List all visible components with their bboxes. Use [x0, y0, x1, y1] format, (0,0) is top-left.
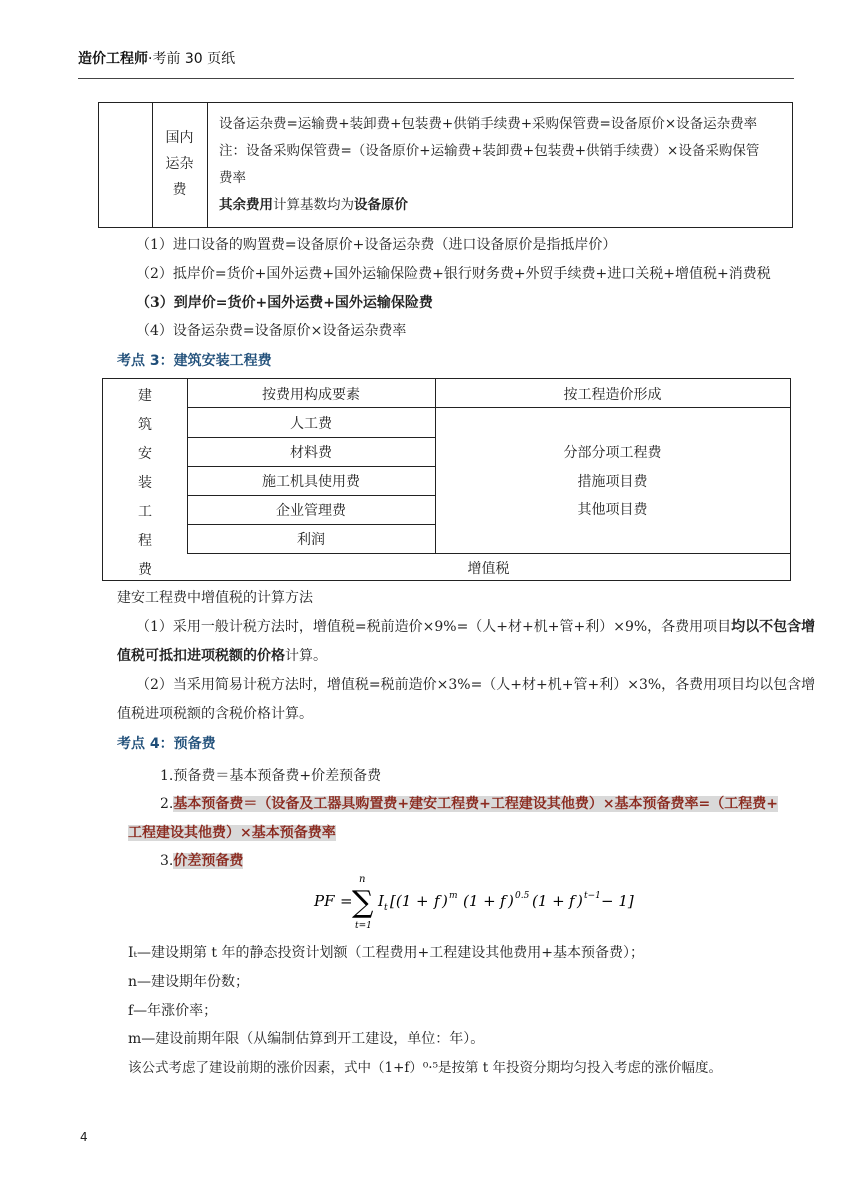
page-number: 4: [80, 1130, 88, 1144]
text: （1）采用一般计税方法时，增值税=税前造价×9%=（人+材+机+管+利）×9%，各费用项目: [136, 619, 732, 635]
vat-para2-line1: （2）当采用简易计税方法时，增值税=税前造价×3%=（人+材+机+管+利）×3%，各费用项目均以包含增: [136, 677, 816, 693]
svg-text:∑: ∑: [352, 885, 374, 920]
svg-text:=: =: [340, 892, 353, 910]
reserve-item-2-cont: [128, 822, 336, 842]
svg-text:): ): [508, 892, 514, 910]
grid-line: [435, 379, 436, 553]
cost-element: 材料费: [290, 445, 332, 461]
section-heading: 考点 3：建筑安装工程费: [117, 353, 272, 369]
cost-element: 人工费: [290, 416, 332, 432]
grid-line: [187, 466, 435, 467]
vat-para1-line1: [136, 616, 815, 636]
label-char: 工: [138, 504, 152, 520]
definition-line: m—建设前期年限（从编制估算到开工建设，单位：年）。: [128, 1031, 485, 1047]
header-cell: 按费用构成要素: [262, 387, 360, 403]
label-line: 运杂: [165, 156, 194, 172]
label-char: 安: [138, 446, 152, 462]
grid-line: [187, 553, 790, 554]
svg-text:PF: PF: [314, 892, 335, 910]
header-cell: 按工程造价形成: [563, 387, 662, 403]
construction-cost-table: [102, 378, 791, 581]
table1-empty-cell: [99, 103, 153, 227]
vat-para1-line2: [117, 645, 327, 665]
list-item: （4）设备运杂费=设备原价×设备运杂费率: [136, 323, 407, 339]
svg-text:(1 +: (1 +: [463, 892, 496, 910]
vertical-label: [103, 382, 187, 585]
svg-text:): ): [442, 892, 448, 910]
cost-formation: 分部分项工程费: [563, 445, 662, 461]
svg-text:0.5: 0.5: [515, 891, 530, 901]
header-title: 造价工程师: [78, 51, 148, 67]
svg-text:m: m: [449, 891, 458, 901]
vat-title: 建安工程费中增值税的计算方法: [117, 590, 313, 606]
price-reserve-formula: [312, 872, 634, 936]
table1-line: 费率: [219, 170, 246, 186]
header-rule: [78, 78, 794, 79]
label-line: 国内: [165, 130, 194, 146]
page-header: 造价工程师·考前 30 页纸: [78, 51, 236, 67]
definition-line: n—建设期年份数；: [128, 974, 250, 990]
bold-text: 均以不包含增: [731, 619, 816, 635]
table1-line: [219, 192, 789, 219]
svg-text:− 1]: − 1]: [601, 892, 634, 910]
grid-line: [187, 495, 435, 496]
table-footer: 增值税: [467, 561, 510, 577]
grid-line: [187, 407, 790, 408]
cost-element: 企业管理费: [276, 503, 346, 519]
svg-text:): ): [577, 892, 583, 910]
bold-text: 设备原价: [354, 197, 408, 213]
svg-text:t−1: t−1: [584, 891, 601, 901]
definition-line: 该公式考虑了建设前期的涨价因素，式中（1+f）⁰·⁵是按第 t 年投资分期均匀投入考虑的涨价幅度。: [128, 1060, 723, 1076]
list-item: （2）抵岸价=货价+国外运费+国外运输保险费+银行财务费+外贸手续费+进口关税+增值税+消费税: [136, 266, 771, 282]
svg-text:[(1 +: [(1 +: [390, 892, 429, 910]
svg-text:t=1: t=1: [355, 921, 372, 931]
svg-text:(1 +: (1 +: [532, 892, 565, 910]
formula-svg: [312, 872, 634, 932]
label-char: 费: [138, 562, 152, 578]
highlighted-text: 工程建设其他费）×基本预备费率: [128, 825, 336, 841]
cost-element: 施工机具使用费: [262, 474, 360, 490]
highlighted-text: 基本预备费＝（设备及工器具购置费+建安工程费+工程建设其他费）×基本预备费率=（工程费+: [173, 796, 779, 812]
grid-line: [187, 437, 435, 438]
cost-formation: 措施项目费: [577, 474, 648, 490]
table1-line: 注：设备采购保管费=（设备原价+运输费+装卸费+包装费+供销手续费）×设备采购保管: [219, 143, 760, 159]
grid-line: [187, 524, 435, 525]
vat-para2-line2: 值税进项税额的含税价格计算。: [117, 706, 313, 722]
label-char: 装: [138, 475, 152, 491]
definition-line: Iₜ—建设期第 t 年的静态投资计划额（工程费用+工程建设其他费用+基本预备费）；: [128, 945, 644, 961]
list-item: （1）进口设备的购置费=设备原价+设备运杂费（进口设备原价是指抵岸价）: [136, 237, 617, 253]
domestic-freight-table: [98, 102, 793, 228]
section-heading: 考点 4：预备费: [117, 736, 216, 752]
bold-text: 其余费用: [219, 197, 273, 213]
item-number: 3.: [160, 853, 174, 869]
label-char: 筑: [138, 417, 152, 433]
svg-text:I: I: [378, 892, 384, 910]
reserve-item-3: [160, 850, 243, 870]
svg-text:n: n: [359, 874, 366, 885]
table1-content-cell: [219, 111, 789, 219]
cost-element: 利润: [297, 532, 325, 548]
table1-line: 设备运杂费=运输费+装卸费+包装费+供销手续费+采购保管费=设备原价×设备运杂费率: [219, 116, 758, 132]
text: 计算基数均为: [273, 197, 354, 213]
header-subtitle: 考前 30 页纸: [152, 51, 236, 67]
text: 计算。: [285, 648, 327, 664]
svg-text:f: f: [569, 892, 575, 910]
label-line: 费: [172, 182, 187, 198]
bold-text: 值税可抵扣进项税额的价格: [117, 648, 285, 664]
reserve-item-1: 1.预备费＝基本预备费+价差预备费: [160, 768, 382, 784]
label-char: 建: [138, 388, 152, 404]
svg-text:f: f: [500, 892, 506, 910]
svg-text:f: f: [434, 892, 440, 910]
list-item: （3）到岸价=货价+国外运费+国外运输保险费: [136, 295, 433, 311]
reserve-item-2: [160, 793, 778, 813]
label-char: 程: [138, 533, 152, 549]
definition-line: f—年涨价率；: [128, 1003, 218, 1019]
highlighted-text: 价差预备费: [173, 853, 244, 869]
svg-text:t: t: [384, 903, 388, 913]
table1-label-cell: [152, 103, 208, 227]
cost-formation: 其他项目费: [577, 502, 648, 518]
item-number: 2.: [160, 796, 174, 812]
